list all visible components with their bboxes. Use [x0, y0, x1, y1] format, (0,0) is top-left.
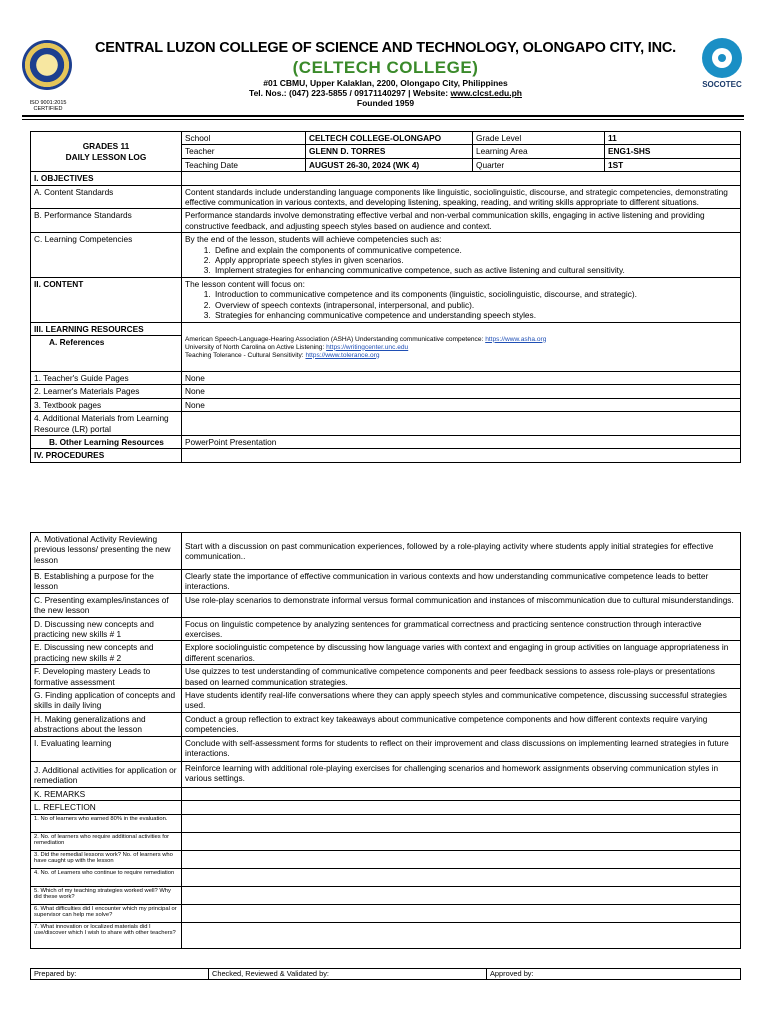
- procedure-label: C. Presenting examples/instances of the new lesson: [31, 593, 182, 617]
- procedures-heading: IV. PROCEDURES: [31, 449, 182, 462]
- reflection-item: 3. Did the remedial lessons work? No. of learners who have caught up with the lesson: [31, 850, 182, 868]
- procedure-label: G. Finding application of concepts and skills in daily living: [31, 689, 182, 713]
- list-item: 3. Strategies for enhancing communicative competence and understanding speech styles.: [213, 310, 737, 320]
- content-standards-label: A. Content Standards: [31, 185, 182, 209]
- competencies-list: [185, 245, 737, 276]
- remarks-label: K. REMARKS: [31, 787, 182, 800]
- other-resources-label: B. Other Learning Resources: [31, 435, 182, 448]
- founded-line: Founded 1959: [356, 98, 415, 108]
- procedures-table: [30, 532, 741, 949]
- area-label: Learning Area: [473, 145, 605, 158]
- lesson-log-table: [30, 131, 741, 463]
- procedure-text: Use role-play scenarios to demonstrate informal versus formal communication and instances of miscommunication due to cultural misunderstandings.: [182, 593, 741, 617]
- reflection-item: 1. No of learners who earned 80% in the evaluation.: [31, 814, 182, 832]
- tg-label: 1. Teacher's Guide Pages: [31, 371, 182, 384]
- procedure-label: I. Evaluating learning: [31, 736, 182, 761]
- tg-value: None: [182, 371, 741, 384]
- quarter-value: 1ST: [605, 158, 741, 171]
- college-name: CENTRAL LUZON COLLEGE OF SCIENCE AND TECHNOLOGY, OLONGAPO CITY, INC.: [95, 40, 676, 56]
- iso-certification: ISO 9001:2015 CERTIFIED: [29, 100, 67, 112]
- teacher-value: GLENN D. TORRES: [306, 145, 473, 158]
- reflection-item: 6. What difficulties did I encounter which my principal or supervisor can help me solve?: [31, 904, 182, 922]
- grade-value: 11: [605, 132, 741, 145]
- objectives-heading: I. OBJECTIVES: [31, 172, 182, 185]
- log-title-cell: GRADES 11 DAILY LESSON LOG: [31, 132, 182, 172]
- content-heading: II. CONTENT: [31, 277, 182, 322]
- procedure-label: B. Establishing a purpose for the lesson: [31, 570, 182, 594]
- reference-item: Teaching Tolerance - Cultural Sensitivity: https://www.tolerance.org: [185, 351, 380, 359]
- reflection-label: L. REFLECTION: [31, 801, 182, 814]
- resources-heading: III. LEARNING RESOURCES: [31, 322, 182, 335]
- grade-label: Grade Level: [473, 132, 605, 145]
- list-item: 1. Introduction to communicative competence and its components (linguistic, sociolinguistic, discourse, and strategic).: [213, 289, 737, 299]
- content-standards-text: Content standards include understanding language components like linguistic, sociolinguistic, discourse, and strategic competencies, demonstrating effective communication in various contexts, and developing listening, speaking, reading, and writing skills appropriate to different situations.: [182, 185, 741, 209]
- learning-competencies-cell: By the end of the lesson, students will achieve competencies such as: 1. Define and explain the components of communicative competence. 2. Apply appropriate speech styles in given scenarios. 3. Implement strategies for enhancing communicative competence, such as active listening and cultural sensitivity.: [182, 233, 741, 278]
- approved-by-label: Approved by:: [487, 969, 741, 980]
- lm-label: 2. Learner's Materials Pages: [31, 385, 182, 398]
- college-short-name: (CELTECH COLLEGE): [292, 58, 479, 77]
- reflection-item: 7. What innovation or localized materials did I use/discover which I wish to share with other teachers?: [31, 922, 182, 948]
- list-item: 2. Apply appropriate speech styles in given scenarios.: [213, 255, 737, 265]
- procedure-text: Clearly state the importance of effective communication in various contexts and how understanding communicative competence leads to better interactions.: [182, 570, 741, 594]
- tb-label: 3. Textbook pages: [31, 398, 182, 411]
- reference-link[interactable]: https://www.asha.org: [485, 335, 547, 343]
- procedure-label: F. Developing mastery Leads to formative assessment: [31, 665, 182, 689]
- checked-by-label: Checked, Reviewed & Validated by:: [209, 969, 487, 980]
- header-divider-thin: [22, 119, 744, 120]
- teacher-label: Teacher: [182, 145, 306, 158]
- date-label: Teaching Date: [182, 158, 306, 171]
- college-seal-logo: [22, 40, 72, 90]
- reference-item: American Speech-Language-Hearing Association (ASHA) Understanding communicative competence: https://www.asha.org: [185, 335, 547, 343]
- procedure-text: Conduct a group reflection to extract key takeaways about communicative competence components and how different contexts require varying competencies.: [182, 712, 741, 736]
- list-item: 1. Define and explain the components of communicative competence.: [213, 245, 737, 255]
- prepared-by-label: Prepared by:: [31, 969, 209, 980]
- reference-link[interactable]: https://www.tolerance.org: [305, 351, 380, 359]
- remarks-value: [182, 787, 741, 800]
- procedure-label: D. Discussing new concepts and practicing new skills # 1: [31, 617, 182, 641]
- references-label: A. References: [31, 335, 182, 371]
- content-cell: The lesson content will focus on: 1. Introduction to communicative competence and its components (linguistic, sociolinguistic, discourse, and strategic). 2. Overview of speech contexts (intrapersonal, interpersonal, and public). 3. Strategies for enhancing communicative competence and understanding speech styles.: [182, 277, 741, 322]
- lm-value: None: [182, 385, 741, 398]
- area-value: ENG1-SHS: [605, 145, 741, 158]
- date-value: AUGUST 26-30, 2024 (WK 4): [306, 158, 473, 171]
- procedure-text: Explore sociolinguistic competence by discussing how language varies with context and engaging in group activities on language appropriateness in different scenarios.: [182, 641, 741, 665]
- school-value: CELTECH COLLEGE-OLONGAPO: [306, 132, 473, 145]
- tb-value: None: [182, 398, 741, 411]
- procedure-label: H. Making generalizations and abstractions about the lesson: [31, 712, 182, 736]
- procedure-text: Focus on linguistic competence by analyzing sentences for grammatical correctness and practicing sentence construction through interactive exercises.: [182, 617, 741, 641]
- signature-table: [30, 968, 741, 980]
- contact-line: Tel. Nos.: (047) 223-5855 / 09171140297 | Website: www.clcst.edu.ph: [249, 88, 522, 98]
- header-divider: [22, 115, 744, 117]
- procedure-text: Start with a discussion on past communication experiences, followed by a role-playing activity where students apply initial strategies for effective communication..: [182, 533, 741, 570]
- additional-materials-label: 4. Additional Materials from Learning Resource (LR) portal: [31, 412, 182, 436]
- procedure-label: J. Additional activities for application or remediation: [31, 761, 182, 787]
- content-list: [185, 289, 737, 320]
- procedure-text: Have students identify real-life conversations where they can apply speech styles and communicative competence, discussing successful strategies used.: [182, 689, 741, 713]
- procedure-text: Use quizzes to test understanding of communicative competence components and peer feedback sessions to assess role-plays or presentations based on learned communication strategies.: [182, 665, 741, 689]
- procedure-text: Conclude with self-assessment forms for students to reflect on their improvement and class discussions on implementing learned strategies in future interactions.: [182, 736, 741, 761]
- performance-standards-text: Performance standards involve demonstrating effective verbal and non-verbal communication skills, engaging in active listening and providing constructive feedback, and adjusting speech styles based on audience and context.: [182, 209, 741, 233]
- list-item: 3. Implement strategies for enhancing communicative competence, such as active listening and cultural sensitivity.: [213, 265, 737, 275]
- website-link[interactable]: www.clcst.edu.ph: [450, 88, 522, 98]
- reflection-item: 5. Which of my teaching strategies worked well? Why did these work?: [31, 886, 182, 904]
- socotec-logo-dot: [718, 54, 726, 62]
- quarter-label: Quarter: [473, 158, 605, 171]
- college-address-block: [78, 78, 693, 108]
- procedure-label: A. Motivational Activity Reviewing previous lessons/ presenting the new lesson: [31, 533, 182, 570]
- performance-standards-label: B. Performance Standards: [31, 209, 182, 233]
- school-label: School: [182, 132, 306, 145]
- reference-link[interactable]: https://writingcenter.unc.edu: [326, 343, 409, 351]
- address-line: #01 CBMU, Upper Kalaklan, 2200, Olongapo City, Philippines: [263, 78, 508, 88]
- other-resources-value: PowerPoint Presentation: [182, 435, 741, 448]
- reflection-item: 4. No. of Learners who continue to require remediation: [31, 868, 182, 886]
- additional-materials-value: [182, 412, 741, 436]
- socotec-label: SOCOTEC: [702, 80, 742, 89]
- procedure-text: Reinforce learning with additional role-playing exercises for challenging scenarios and homework assignments observing communication styles in various settings.: [182, 761, 741, 787]
- learning-competencies-label: C. Learning Competencies: [31, 233, 182, 278]
- list-item: 2. Overview of speech contexts (intrapersonal, interpersonal, and public).: [213, 300, 737, 310]
- procedure-label: E. Discussing new concepts and practicing new skills # 2: [31, 641, 182, 665]
- reflection-value: [182, 801, 741, 814]
- references-cell: [182, 322, 741, 371]
- reflection-item: 2. No. of learners who require additional activities for remediation: [31, 832, 182, 850]
- reference-item: University of North Carolina on Active Listening: https://writingcenter.unc.edu: [185, 343, 409, 351]
